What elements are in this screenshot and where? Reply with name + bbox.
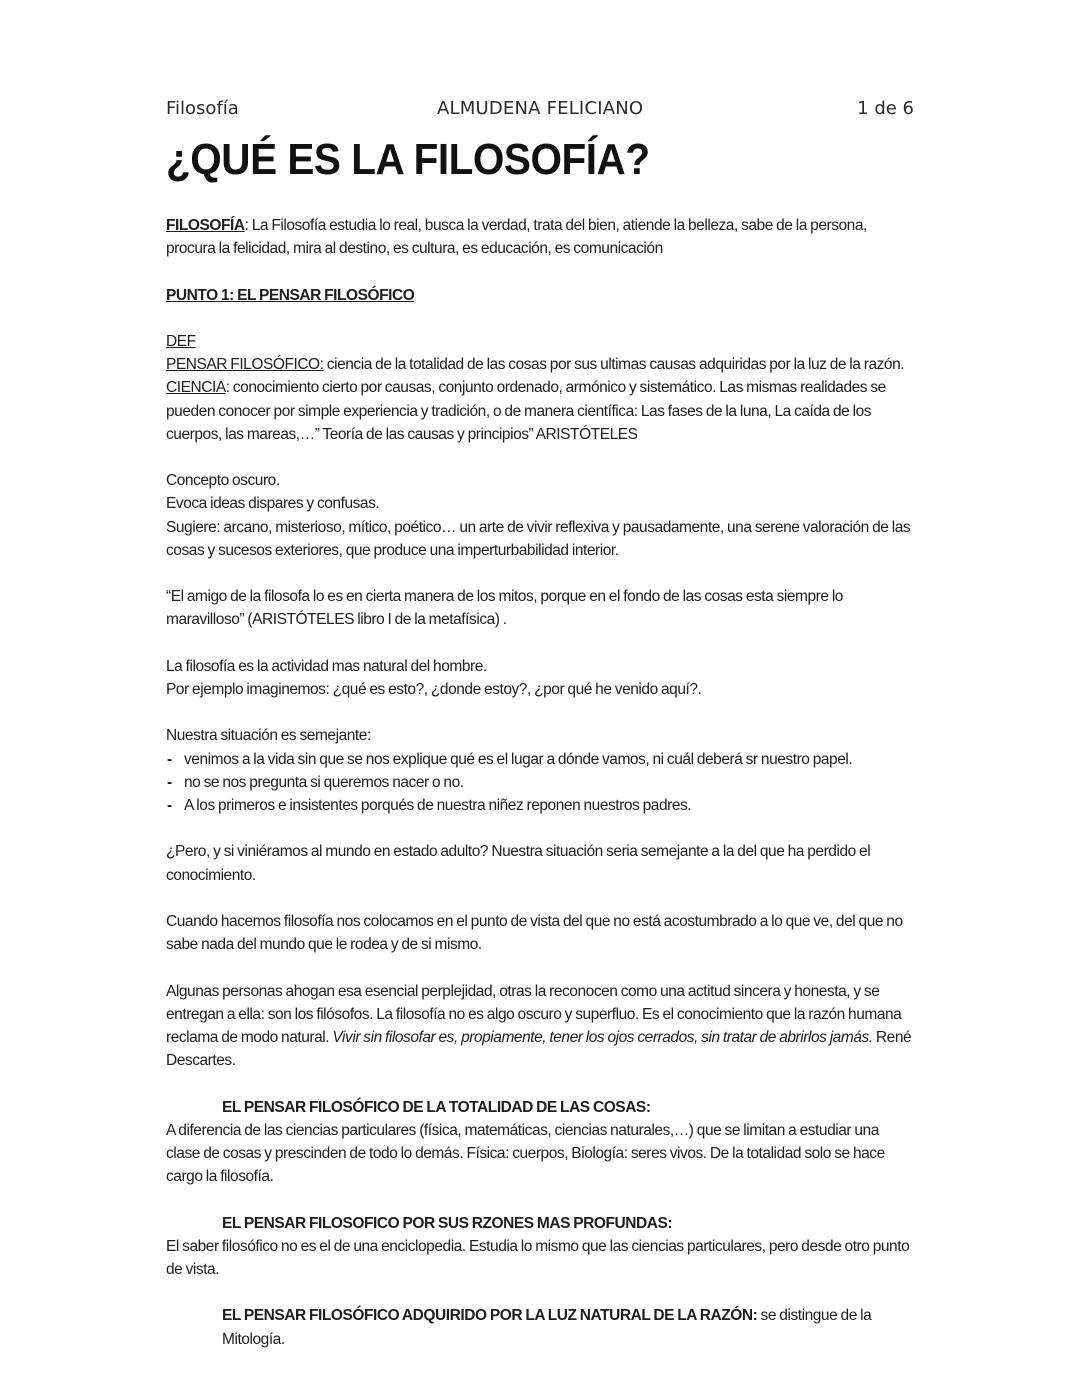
situacion-intro: Nuestra situación es semejante:: [166, 727, 371, 745]
definitions-block: [166, 330, 914, 446]
pensar-definition: [166, 353, 914, 376]
list-item: [166, 771, 914, 794]
concepto-block: [166, 469, 914, 562]
list-item: [166, 794, 914, 817]
page-title: ¿QUÉ ES LA FILOSOFÍA?: [166, 135, 650, 184]
document-body: [166, 214, 914, 1351]
author-name: ALMUDENA FELICIANO: [437, 98, 644, 119]
pensar-term: PENSAR FILOSÓFICO:: [166, 356, 324, 374]
totalidad-text: A diferencia de las ciencias particulares (física, matemáticas, ciencias naturales,…) que se limitan a estudiar una clase de cosas y prescinden de todo lo demás. Física: cuerpos, Biología: seres vivos. De la totalidad solo se hace cargo la filosofía.: [166, 1121, 885, 1186]
concepto-line: Sugiere: arcano, misterioso, mítico, poético… un arte de vivir reflexiva y pausadamente, una serene valoración de las cosas y sucesos exteriores, que produce una imperturbabilidad interior.: [166, 518, 911, 559]
quote-line: maravilloso” (ARISTÓTELES libro I de la metafísica) .: [166, 611, 507, 629]
ciencia-text: : conocimiento cierto por causas, conjunto ordenado, armónico y sistemático. Las mismas realidades se pueden conocer por simple experiencia y tradición, o de manera científica: Las fases de la luna, La caída de los cuerpos, las mareas,…” Teoría de las causas y principios” ARISTÓTELES: [166, 379, 886, 443]
ciencia-definition: [166, 376, 914, 446]
list-item-text: A los primeros e insistentes porqués de nuestra niñez reponen nuestros padres.: [184, 796, 692, 814]
page-number: 1 de 6: [857, 98, 914, 119]
luz-text: se distingue de la Mitología.: [222, 1307, 872, 1348]
concepto-line: Concepto oscuro.: [166, 472, 280, 490]
ciencia-term: CIENCIA: [166, 379, 226, 397]
intro-term: FILOSOFÍA: [166, 217, 245, 234]
luz-paragraph: [166, 1304, 914, 1350]
list-item: [166, 748, 914, 771]
def-label: DEF: [166, 332, 196, 350]
descartes-quote: Vivir sin filosofar es, propiamente, tener los ojos cerrados, sin tratar de abrirlos jamás.: [332, 1028, 873, 1046]
razones-block: [166, 1212, 914, 1282]
dash-bullet: -: [167, 773, 172, 791]
subject-label: Filosofía: [166, 98, 239, 119]
section-heading-punto1: PUNTO 1: EL PENSAR FILOSÓFICO: [166, 286, 415, 304]
natural-line: La filosofía es la actividad mas natural del hombre.: [166, 657, 487, 675]
razones-heading: EL PENSAR FILOSOFICO POR SUS RZONES MAS PROFUNDAS:: [222, 1214, 673, 1232]
page-header: [166, 98, 914, 124]
dash-bullet: -: [167, 796, 172, 814]
list-item-text: no se nos pregunta si queremos nacer o no.: [184, 773, 464, 791]
list-item-text: venimos a la vida sin que se nos explique qué es el lugar a dónde vamos, ni cuál deberá sr nuestro papel.: [184, 750, 853, 768]
natural-line: Por ejemplo imaginemos: ¿qué es esto?, ¿donde estoy?, ¿por qué he venido aquí?.: [166, 680, 702, 698]
descartes-author: René Descartes.: [166, 1028, 912, 1070]
quote-line: “El amigo de la filosofa lo es en cierta manera de los mitos, porque en el fondo de las cosas esta siempre lo: [166, 588, 843, 606]
punto-vista-paragraph: Cuando hacemos filosofía nos colocamos en el punto de vista del que no está acostumbrado a lo que ve, del que no sabe nada del mundo que le rodea y de si mismo.: [166, 912, 903, 954]
intro-paragraph: [166, 214, 914, 260]
situacion-block: [166, 724, 914, 817]
situacion-list: [166, 748, 914, 818]
perplejidad-text: Algunas personas ahogan esa esencial perplejidad, otras la reconocen como una actitud sincera y honesta, y se entregan a ella: son los filósofos. La filosofía no es algo oscuro y superfluo. Es el conocimiento que la razón humana reclama de modo natural.: [166, 982, 902, 1046]
pensar-text: ciencia de la totalidad de las cosas por sus ultimas causas adquiridas por la luz de la razón.: [323, 356, 905, 374]
luz-heading: EL PENSAR FILOSÓFICO ADQUIRIDO POR LA LUZ NATURAL DE LA RAZÓN:: [222, 1307, 758, 1325]
quote-block: [166, 585, 914, 631]
totalidad-heading: EL PENSAR FILOSÓFICO DE LA TOTALIDAD DE LAS COSAS:: [222, 1098, 651, 1116]
concepto-line: Evoca ideas dispares y confusas.: [166, 495, 380, 513]
perplejidad-paragraph: [166, 980, 914, 1073]
totalidad-block: [166, 1096, 914, 1189]
dash-bullet: -: [167, 750, 172, 768]
natural-block: [166, 655, 914, 701]
razones-text: El saber filosófico no es el de una enciclopedia. Estudia lo mismo que las ciencias particulares, pero desde otro punto de vista.: [166, 1237, 910, 1278]
document-page: [166, 98, 914, 1351]
intro-text: : La Filosofía estudia lo real, busca la verdad, trata del bien, atiende la belleza, sabe de la persona, procura la felicidad, mira al destino, es cultura, es educación, es comunicación: [166, 217, 867, 258]
adulto-paragraph: ¿Pero, y si viniéramos al mundo en estado adulto? Nuestra situación seria semejante a la del que ha perdido el conocimiento.: [166, 843, 871, 884]
